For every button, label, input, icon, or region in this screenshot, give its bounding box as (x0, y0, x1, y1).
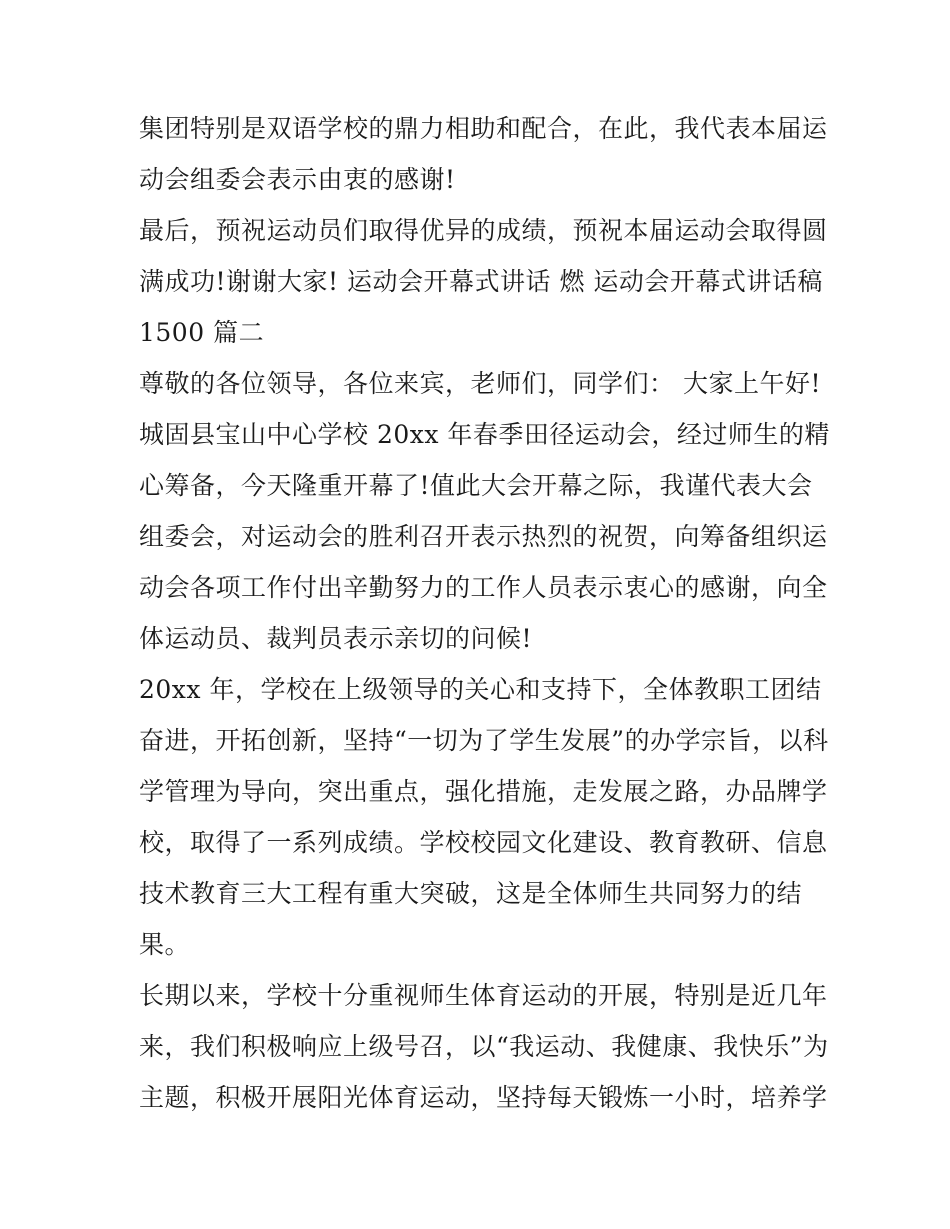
text-line: 心筹备，今天隆重开幕了!值此大会开幕之际，我谨代表大会 (139, 471, 813, 500)
text-line: 技术教育三大工程有重大突破，这是全体师生共同努力的结 (139, 879, 803, 908)
text-line: 组委会，对运动会的胜利召开表示热烈的祝贺，向筹备组织运 (139, 522, 828, 551)
text-line: 城固县宝山中心学校 20xx 年春季田径运动会，经过师生的精 (139, 420, 830, 449)
text-line: 1500 篇二 (139, 318, 265, 347)
text-line: 满成功!谢谢大家! 运动会开幕式讲话 燃 运动会开幕式讲话稿 (139, 267, 823, 296)
text-line: 主题，积极开展阳光体育运动，坚持每天锻炼一小时，培养学 (139, 1083, 828, 1112)
text-line: 动会组委会表示由衷的感谢! (139, 165, 456, 194)
text-line: 集团特别是双语学校的鼎力相助和配合，在此，我代表本届运 (139, 114, 828, 143)
text-line: 果。 (139, 930, 191, 959)
body-text (139, 103, 830, 1123)
text-line: 校，取得了一系列成绩。学校校园文化建设、教育教研、信息 (139, 828, 828, 857)
text-line: 动会各项工作付出辛勤努力的工作人员表示衷心的感谢，向全 (139, 573, 828, 602)
text-line: 学管理为导向，突出重点，强化措施，走发展之路，办品牌学 (139, 777, 828, 806)
text-line: 体运动员、裁判员表示亲切的问候! (139, 624, 533, 653)
text-line: 奋进，开拓创新，坚持“一切为了学生发展”的办学宗旨，以科 (139, 726, 829, 755)
text-line: 最后，预祝运动员们取得优异的成绩，预祝本届运动会取得圆 (139, 216, 828, 245)
text-line: 20xx 年，学校在上级领导的关心和支持下，全体教职工团结 (139, 675, 822, 704)
text-line: 来，我们积极响应上级号召，以“我运动、我健康、我快乐”为 (139, 1032, 829, 1061)
text-line: 尊敬的各位领导，各位来宾，老师们，同学们： 大家上午好! (139, 369, 821, 398)
text-line: 长期以来，学校十分重视师生体育运动的开展，特别是近几年 (139, 981, 828, 1010)
